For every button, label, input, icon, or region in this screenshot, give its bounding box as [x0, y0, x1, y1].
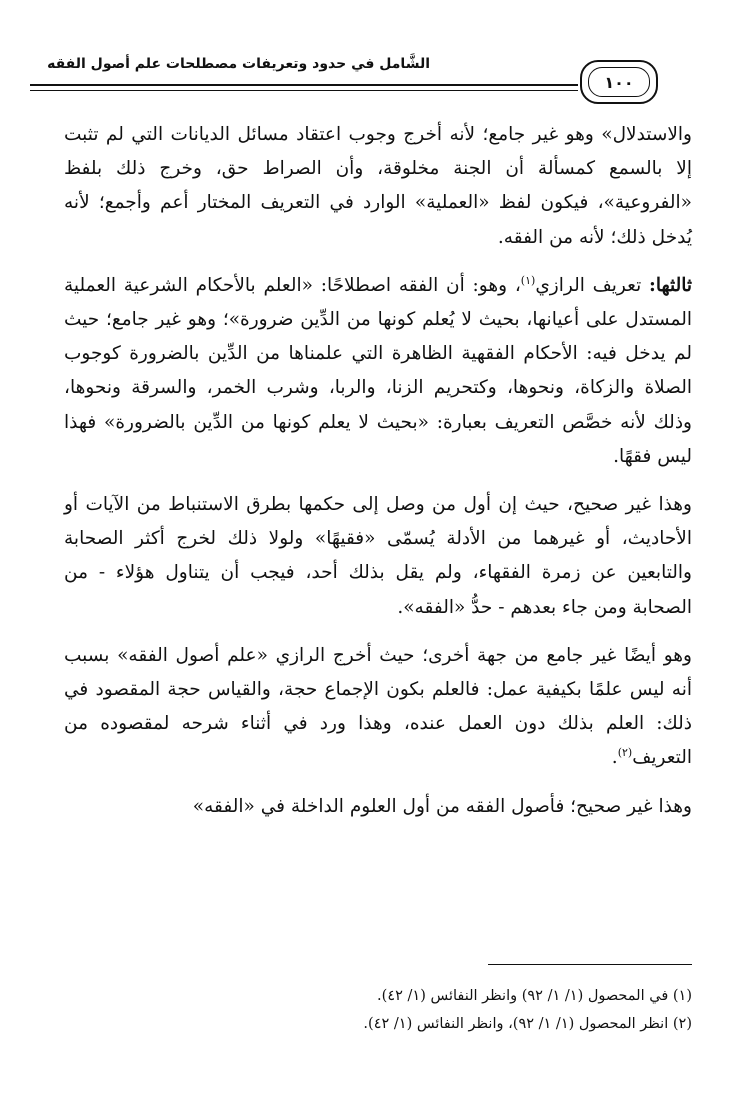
- paragraph-4-text-a: وهو أيضًا غير جامع من جهة أخرى؛ حيث أخرج الرازي «علم أصول الفقه» بسبب أنه ليس علمًا بكيفية عمل: فالعلم بكون الإجماع حجة، والقياس حجة المقصود في ذلك: العلم بذلك دون العمل عنده، وهذا ورد في أثناء شرحه لمقصوده من التعريف: [64, 644, 692, 769]
- paragraph-2-lead: ثالثها:: [649, 274, 692, 296]
- body-text: [64, 118, 692, 824]
- footnote-2: [64, 1010, 692, 1038]
- header-rule: [30, 84, 578, 86]
- header-rule-thin: [30, 90, 578, 91]
- paragraph-5-text: وهذا غير صحيح؛ فأصول الفقه من أول العلوم الداخلة في «الفقه»: [192, 795, 692, 817]
- footnote-1-text: في المحصول (١/ ١/ ٩٢) وانظر النفائس (١/ ٤٢).: [377, 988, 669, 1004]
- page-number-frame: [580, 60, 658, 104]
- paragraph-5: [64, 790, 692, 824]
- paragraph-1-text: والاستدلال» وهو غير جامع؛ لأنه أخرج وجوب اعتقاد مسائل الديانات التي لم تثبت إلا بالسمع كمسألة أن الجنة مخلوقة، وأن الصراط حق، وخرج ذلك بلفظ «الفروعية»، فيكون لفظ «العملية» الوارد في التعريف المختار أعم وأجمع؛ لأنه يُدخل ذلك؛ لأنه من الفقه.: [64, 124, 692, 248]
- footnote-rule: [488, 964, 692, 965]
- footnotes: [64, 982, 692, 1038]
- running-header-title: الشَّامل في حدود وتعريفات مصطلحات علم أصول الفقه: [47, 56, 430, 72]
- footnote-2-number: (٢): [672, 1016, 692, 1032]
- paragraph-2-text-b: ، وهو: أن الفقه اصطلاحًا: «العلم بالأحكام الشرعية العملية المستدل على أعيانها، بحيث لا يُعلم كونها من الدِّين ضرورة»؛ وهو غير جامع؛ حيث لم يدخل فيه: الأحكام الفقهية الظاهرة التي علمناها من الدِّين بالضرورة كوجوب الصلاة والزكاة، ونحوها، وكتحريم الزنا، والربا، وشرب الخمر، والسرقة ونحوها، وذلك لأنه خصَّص التعريف بعبارة: «بحيث لا يعلم كونها من الدِّين بالضرورة» فهذا ليس فقهًا.: [64, 274, 692, 467]
- paragraph-3-text: وهذا غير صحيح، حيث إن أول من وصل إلى حكمها بطرق الاستنباط من الآيات أو الأحاديث، أو غيرهما من الأدلة يُسمّى «فقيهًا» ولولا ذلك لخرج أكثر الصحابة والتابعين عن زمرة الفقهاء، ولم يقل بذلك أحد، فيجب أن يتناول هؤلاء - من الصحابة ومن جاء بعدهم - حدُّ «الفقه».: [64, 494, 692, 618]
- footnote-1-number: (١): [672, 988, 692, 1004]
- page-number: ١٠٠: [588, 67, 650, 97]
- paragraph-2: [64, 269, 692, 474]
- footnote-ref-1: (١): [520, 273, 536, 287]
- paragraph-3: [64, 488, 692, 625]
- paragraph-2-text-a: تعريف الرازي: [535, 274, 649, 296]
- footnote-ref-2: (٢): [617, 746, 633, 760]
- paragraph-4-text-b: .: [611, 747, 618, 769]
- paragraph-4: [64, 639, 692, 776]
- paragraph-1: [64, 118, 692, 255]
- footnote-1: [64, 982, 692, 1010]
- footnote-2-text: انظر المحصول (١/ ١/ ٩٢)، وانظر النفائس (١/ ٤٢).: [363, 1016, 669, 1032]
